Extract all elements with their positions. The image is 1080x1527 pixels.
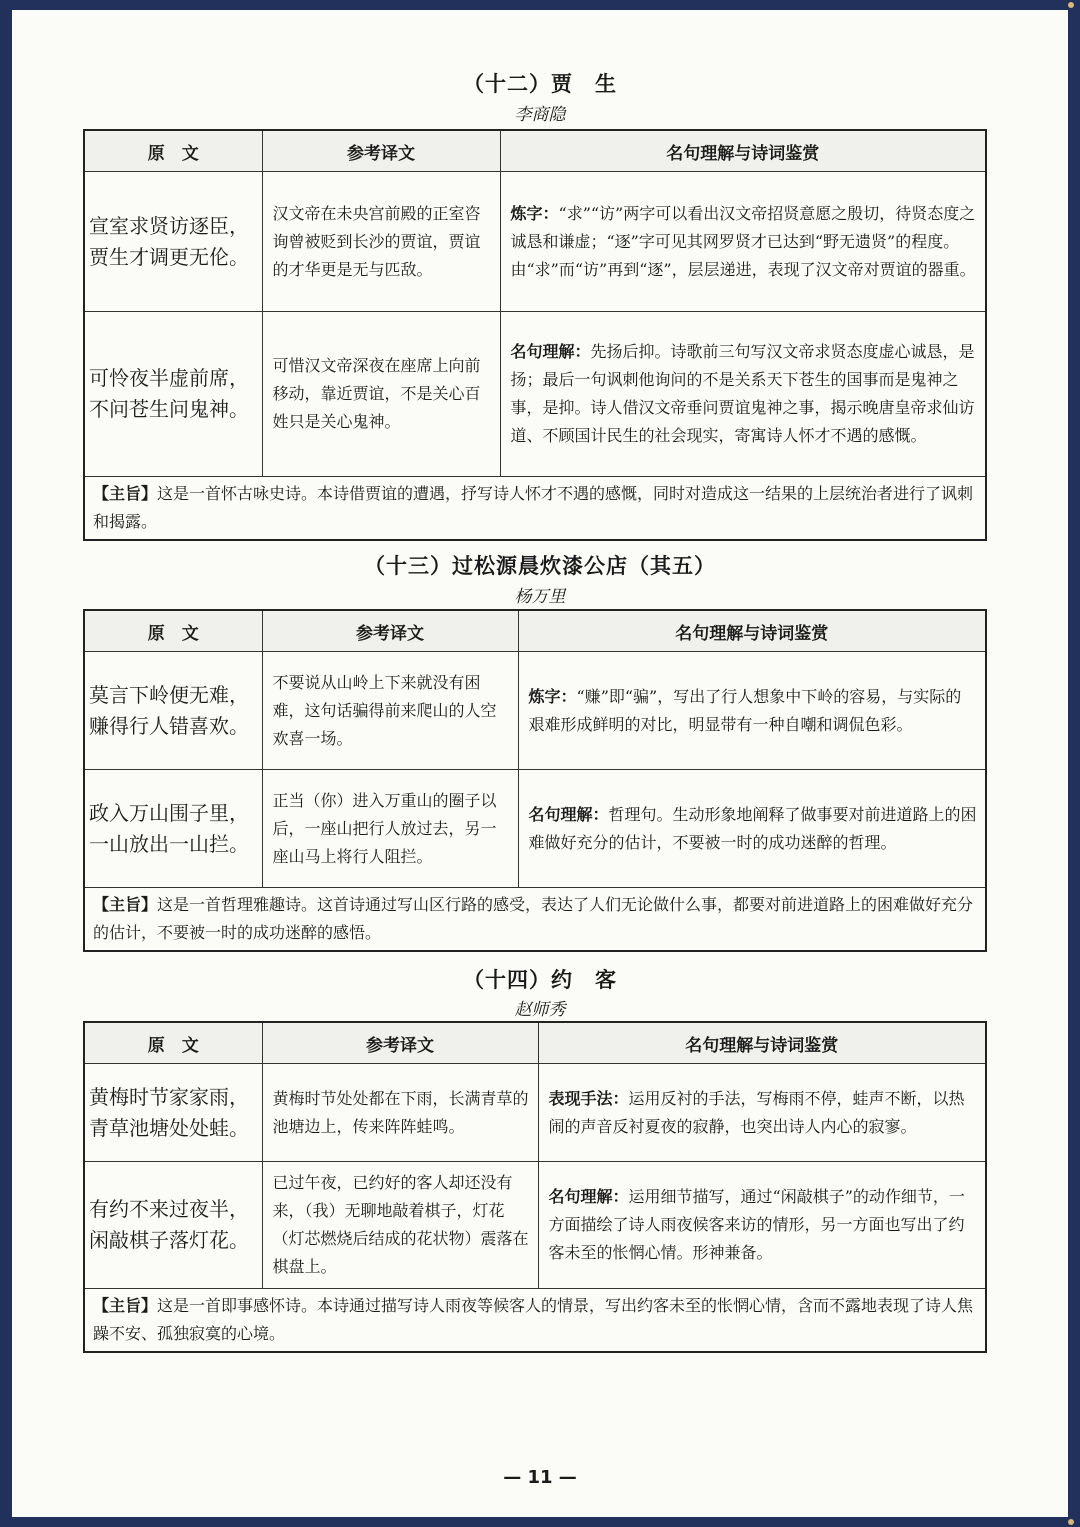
appreciation-label: 名句理解： bbox=[548, 1187, 629, 1206]
summary-label: 【主旨】 bbox=[93, 1296, 158, 1315]
corner-dot bbox=[1068, 1519, 1074, 1525]
summary-row bbox=[84, 888, 986, 952]
poem-title: （十二）贾 生 bbox=[463, 72, 617, 96]
header-appreciation: 名句理解与诗词鉴赏 bbox=[500, 130, 986, 172]
appreciation-text: “求”“访”两字可以看出汉文帝招贤意愿之殷切，待贤态度之诚恳和谦虚；“逐”字可见其网罗贤才已达到“野无遗贤”的程度。由“求”而“访”再到“逐”，层层递进，表现了汉文帝对贾谊的器重。 bbox=[510, 203, 976, 279]
translation-text: 可惜汉文帝深夜在座席上向前移动，靠近贾谊，不是关心百姓只是关心鬼神。 bbox=[262, 312, 500, 477]
poem-author: 赵师秀 bbox=[514, 1000, 566, 1020]
header-row bbox=[84, 610, 986, 652]
translation-text: 已过午夜，已约好的客人却还没有来，（我）无聊地敲着棋子，灯花（灯芯燃烧后结成的花状物）震落在棋盘上。 bbox=[262, 1162, 538, 1289]
original-text: 政入万山围子里，一山放出一山拦。 bbox=[84, 770, 262, 888]
summary-cell bbox=[84, 888, 986, 952]
poem-table bbox=[83, 1021, 987, 1353]
poem-title: （十三）过松源晨炊漆公店（其五） bbox=[364, 554, 716, 578]
summary-label: 【主旨】 bbox=[93, 895, 158, 914]
original-text: 宣室求贤访逐臣，贾生才调更无伦。 bbox=[84, 172, 262, 312]
header-translation: 参考译文 bbox=[262, 610, 518, 652]
appreciation-label: 名句理解： bbox=[510, 342, 591, 361]
appreciation-cell bbox=[538, 1162, 986, 1289]
summary-label: 【主旨】 bbox=[93, 484, 158, 503]
summary-row bbox=[84, 477, 986, 541]
summary-cell bbox=[84, 1289, 986, 1353]
original-text: 莫言下岭便无难，赚得行人错喜欢。 bbox=[84, 652, 262, 770]
table-row bbox=[84, 770, 986, 888]
header-appreciation: 名句理解与诗词鉴赏 bbox=[538, 1022, 986, 1064]
summary-text: 这是一首哲理雅趣诗。这首诗通过写山区行路的感受，表达了人们无论做什么事，都要对前进道路上的困难做好充分的估计，不要被一时的成功迷醉的感悟。 bbox=[93, 895, 974, 942]
appreciation-text: “赚”即“骗”，写出了行人想象中下岭的容易，与实际的艰难形成鲜明的对比，明显带有一种自嘲和调侃色彩。 bbox=[528, 686, 962, 734]
appreciation-cell bbox=[500, 172, 986, 312]
table-row bbox=[84, 1064, 986, 1162]
translation-text: 正当（你）进入万重山的圈子以后，一座山把行人放过去，另一座山马上将行人阻拦。 bbox=[262, 770, 518, 888]
appreciation-cell bbox=[538, 1064, 986, 1162]
table-row bbox=[84, 312, 986, 477]
poem-author: 李商隐 bbox=[514, 105, 566, 125]
header-original: 原 文 bbox=[84, 610, 262, 652]
header-translation: 参考译文 bbox=[262, 130, 500, 172]
header-original: 原 文 bbox=[84, 130, 262, 172]
header-original: 原 文 bbox=[84, 1022, 262, 1064]
poem-title: （十四）约 客 bbox=[463, 968, 617, 992]
header-row bbox=[84, 1022, 986, 1064]
appreciation-cell bbox=[500, 312, 986, 477]
summary-cell bbox=[84, 477, 986, 541]
summary-text: 这是一首怀古咏史诗。本诗借贾谊的遭遇，抒写诗人怀才不遇的感慨，同时对造成这一结果的上层统治者进行了讽刺和揭露。 bbox=[93, 484, 974, 531]
table-row bbox=[84, 172, 986, 312]
summary-row bbox=[84, 1289, 986, 1353]
appreciation-text: 运用反衬的手法，写梅雨不停，蛙声不断，以热闹的声音反衬夏夜的寂静，也突出诗人内心的寂寥。 bbox=[548, 1088, 965, 1136]
translation-text: 不要说从山岭上下来就没有困难，这句话骗得前来爬山的人空欢喜一场。 bbox=[262, 652, 518, 770]
appreciation-label: 炼字： bbox=[510, 203, 559, 223]
original-text: 黄梅时节家家雨，青草池塘处处蛙。 bbox=[84, 1064, 262, 1162]
appreciation-cell bbox=[518, 770, 986, 888]
corner-dot bbox=[1068, 2, 1074, 8]
appreciation-text: 先扬后抑。诗歌前三句写汉文帝求贤态度虚心诚恳，是扬；最后一句讽刺他询问的不是关系天下苍生的国事而是鬼神之事，是抑。诗人借汉文帝垂问贾谊鬼神之事，揭示晚唐皇帝求仙访道、不顾国计民生的社会现实，寄寓诗人怀才不遇的感慨。 bbox=[510, 342, 975, 445]
table-row bbox=[84, 652, 986, 770]
appreciation-cell bbox=[518, 652, 986, 770]
translation-text: 黄梅时节处处都在下雨，长满青草的池塘边上，传来阵阵蛙鸣。 bbox=[262, 1064, 538, 1162]
appreciation-text: 哲理句。生动形象地阐释了做事要对前进道路上的困难做好充分的估计，不要被一时的成功迷醉的哲理。 bbox=[528, 804, 977, 852]
poem-table bbox=[83, 609, 987, 952]
original-text: 可怜夜半虚前席，不问苍生问鬼神。 bbox=[84, 312, 262, 477]
appreciation-text: 运用细节描写，通过“闲敲棋子”的动作细节，一方面描绘了诗人雨夜候客来访的情形，另一方面也写出了约客未至的怅惘心情。形神兼备。 bbox=[548, 1187, 965, 1262]
translation-text: 汉文帝在未央宫前殿的正室咨询曾被贬到长沙的贾谊，贾谊的才华更是无与匹敌。 bbox=[262, 172, 500, 312]
appreciation-label: 表现手法： bbox=[548, 1088, 629, 1108]
poem-table bbox=[83, 129, 987, 541]
summary-text: 这是一首即事感怀诗。本诗通过描写诗人雨夜等候客人的情景，写出约客未至的怅惘心情，含而不露地表现了诗人焦躁不安、孤独寂寞的心境。 bbox=[93, 1296, 974, 1343]
header-translation: 参考译文 bbox=[262, 1022, 538, 1064]
header-appreciation: 名句理解与诗词鉴赏 bbox=[518, 610, 986, 652]
page-number: — 11 — bbox=[503, 1467, 577, 1488]
appreciation-label: 炼字： bbox=[528, 686, 577, 706]
poem-author: 杨万里 bbox=[514, 587, 566, 607]
header-row bbox=[84, 130, 986, 172]
appreciation-label: 名句理解： bbox=[528, 804, 609, 824]
original-text: 有约不来过夜半，闲敲棋子落灯花。 bbox=[84, 1162, 262, 1289]
table-row bbox=[84, 1162, 986, 1289]
